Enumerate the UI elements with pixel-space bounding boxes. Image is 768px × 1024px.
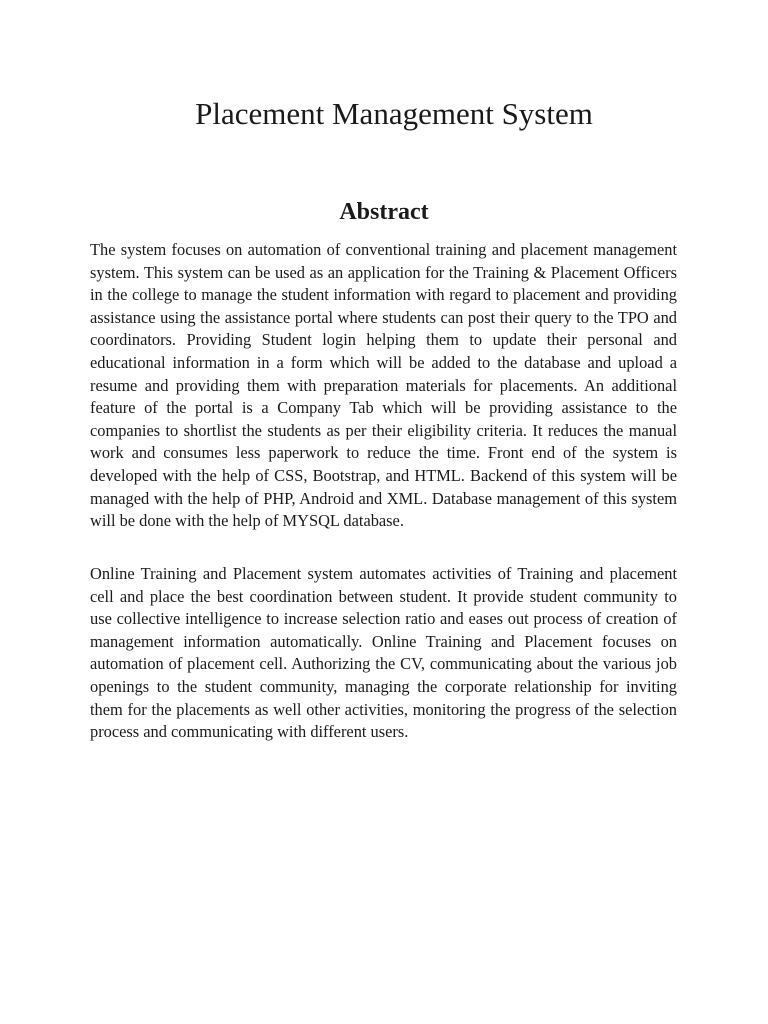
section-heading-abstract: Abstract xyxy=(339,199,429,225)
abstract-paragraph-1: The system focuses on automation of conventional training and placement management system. This system can be used as an application for the Training & Placement Officers in the college to manage the student information with regard to placement and providing assistance using the assistance portal where students can post their query to the TPO and coordinators. Providing Student login helping them to update their personal and educational information in a form which will be added to the database and upload a resume and providing them with preparation materials for placements. An additional feature of the portal is a Company Tab which will be providing assistance to the companies to shortlist the students as per their eligibility criteria. It reduces the manual work and consumes less paperwork to reduce the time. Front end of the system is developed with the help of CSS, Bootstrap, and HTML. Backend of this system will be managed with the help of PHP, Android and XML. Database management of this system will be done with the help of MYSQL database. xyxy=(90,240,677,531)
abstract-paragraph-2: Online Training and Placement system automates activities of Training and placement cell and place the best coordination between student. It provide student community to use collective intelligence to increase selection ratio and eases out process of creation of management information automatically. Online Training and Placement focuses on automation of placement cell. Authorizing the CV, communicating about the various job openings to the student community, managing the corporate relationship for inviting them for the placements as well other activities, monitoring the progress of the selection process and communicating with different users. xyxy=(90,564,677,742)
document-title: Placement Management System xyxy=(195,96,593,131)
